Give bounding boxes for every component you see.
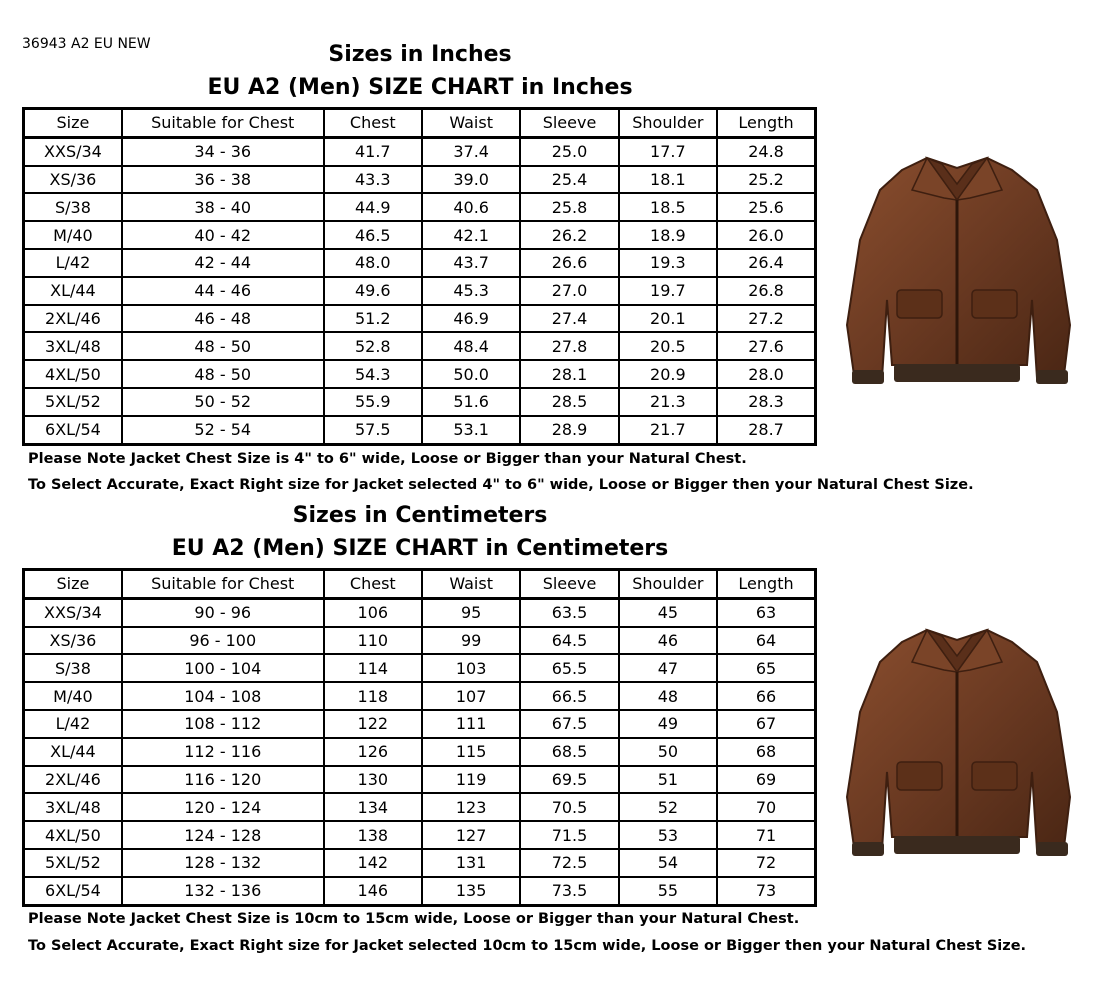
header-waist: Waist [422, 109, 520, 138]
cell-waist: 46.9 [422, 305, 520, 333]
cell-size: XXS/34 [24, 137, 122, 165]
cell-suitable-for-chest: 120 - 124 [122, 793, 324, 821]
cell-chest: 142 [324, 849, 422, 877]
cell-sleeve: 28.9 [520, 416, 618, 444]
cell-length: 63 [717, 598, 815, 626]
cell-suitable-for-chest: 112 - 116 [122, 738, 324, 766]
cell-suitable-for-chest: 48 - 50 [122, 332, 324, 360]
header-chest: Chest [324, 570, 422, 599]
cell-size: 6XL/54 [24, 416, 122, 444]
cell-sleeve: 70.5 [520, 793, 618, 821]
cell-length: 69 [717, 766, 815, 794]
cell-length: 26.8 [717, 277, 815, 305]
cell-waist: 123 [422, 793, 520, 821]
cm-title: Sizes in Centimeters [292, 503, 548, 528]
cell-suitable-for-chest: 90 - 96 [122, 598, 324, 626]
cell-shoulder: 18.1 [619, 166, 717, 194]
cell-suitable-for-chest: 104 - 108 [122, 682, 324, 710]
cell-shoulder: 55 [619, 877, 717, 905]
cm-size-table [22, 568, 817, 907]
table-row [24, 388, 816, 416]
cell-length: 27.2 [717, 305, 815, 333]
cell-waist: 95 [422, 598, 520, 626]
table-row [24, 193, 816, 221]
cell-chest: 41.7 [324, 137, 422, 165]
table-header-row [24, 570, 816, 599]
cell-length: 26.0 [717, 221, 815, 249]
cell-sleeve: 68.5 [520, 738, 618, 766]
cell-length: 67 [717, 710, 815, 738]
table-row [24, 821, 816, 849]
cell-waist: 99 [422, 627, 520, 655]
cell-waist: 51.6 [422, 388, 520, 416]
table-row [24, 682, 816, 710]
cell-chest: 122 [324, 710, 422, 738]
cell-shoulder: 54 [619, 849, 717, 877]
cell-waist: 37.4 [422, 137, 520, 165]
cell-size: XL/44 [24, 277, 122, 305]
cell-suitable-for-chest: 50 - 52 [122, 388, 324, 416]
cell-waist: 119 [422, 766, 520, 794]
inches-size-table [22, 107, 817, 446]
cell-shoulder: 51 [619, 766, 717, 794]
cell-chest: 54.3 [324, 360, 422, 388]
table-row [24, 627, 816, 655]
cell-length: 66 [717, 682, 815, 710]
cell-sleeve: 28.1 [520, 360, 618, 388]
cell-chest: 52.8 [324, 332, 422, 360]
cell-chest: 51.2 [324, 305, 422, 333]
cell-shoulder: 52 [619, 793, 717, 821]
cell-shoulder: 48 [619, 682, 717, 710]
cell-suitable-for-chest: 42 - 44 [122, 249, 324, 277]
cell-sleeve: 69.5 [520, 766, 618, 794]
cell-suitable-for-chest: 46 - 48 [122, 305, 324, 333]
cell-suitable-for-chest: 124 - 128 [122, 821, 324, 849]
cell-length: 25.6 [717, 193, 815, 221]
cell-suitable-for-chest: 44 - 46 [122, 277, 324, 305]
header-size: Size [24, 570, 122, 599]
cell-waist: 111 [422, 710, 520, 738]
cell-sleeve: 25.0 [520, 137, 618, 165]
header-suitable-for-chest: Suitable for Chest [122, 570, 324, 599]
cell-waist: 48.4 [422, 332, 520, 360]
cell-waist: 107 [422, 682, 520, 710]
cell-chest: 43.3 [324, 166, 422, 194]
cell-shoulder: 53 [619, 821, 717, 849]
cell-length: 28.3 [717, 388, 815, 416]
inches-note-2: To Select Accurate, Exact Right size for Jacket selected 4" to 6" wide, Loose or Bigger then your Natural Chest Size. [28, 477, 974, 493]
cell-suitable-for-chest: 100 - 104 [122, 654, 324, 682]
cell-chest: 110 [324, 627, 422, 655]
cell-shoulder: 46 [619, 627, 717, 655]
cell-suitable-for-chest: 52 - 54 [122, 416, 324, 444]
cell-suitable-for-chest: 132 - 136 [122, 877, 324, 905]
product-code: 36943 A2 EU NEW [22, 36, 151, 52]
cell-chest: 114 [324, 654, 422, 682]
table-row [24, 793, 816, 821]
cell-length: 27.6 [717, 332, 815, 360]
cell-sleeve: 66.5 [520, 682, 618, 710]
cell-size: S/38 [24, 193, 122, 221]
table-row [24, 849, 816, 877]
header-chest: Chest [324, 109, 422, 138]
cell-shoulder: 20.9 [619, 360, 717, 388]
header-waist: Waist [422, 570, 520, 599]
cell-sleeve: 71.5 [520, 821, 618, 849]
cell-waist: 115 [422, 738, 520, 766]
cell-shoulder: 49 [619, 710, 717, 738]
cell-chest: 48.0 [324, 249, 422, 277]
table-row [24, 598, 816, 626]
cell-size: 3XL/48 [24, 793, 122, 821]
cell-length: 28.0 [717, 360, 815, 388]
table-row [24, 137, 816, 165]
header-length: Length [717, 109, 815, 138]
cell-sleeve: 26.2 [520, 221, 618, 249]
header-suitable-for-chest: Suitable for Chest [122, 109, 324, 138]
cell-size: M/40 [24, 221, 122, 249]
cell-size: XS/36 [24, 627, 122, 655]
cell-suitable-for-chest: 36 - 38 [122, 166, 324, 194]
table-row [24, 221, 816, 249]
cell-waist: 39.0 [422, 166, 520, 194]
cell-length: 24.8 [717, 137, 815, 165]
table-row [24, 877, 816, 905]
cell-sleeve: 65.5 [520, 654, 618, 682]
cell-sleeve: 28.5 [520, 388, 618, 416]
cell-size: 2XL/46 [24, 305, 122, 333]
cell-size: 5XL/52 [24, 849, 122, 877]
cell-sleeve: 26.6 [520, 249, 618, 277]
cell-chest: 44.9 [324, 193, 422, 221]
table-row [24, 738, 816, 766]
cell-chest: 126 [324, 738, 422, 766]
cell-size: S/38 [24, 654, 122, 682]
cell-shoulder: 21.7 [619, 416, 717, 444]
cell-waist: 45.3 [422, 277, 520, 305]
cell-chest: 134 [324, 793, 422, 821]
cell-shoulder: 47 [619, 654, 717, 682]
cell-shoulder: 21.3 [619, 388, 717, 416]
table-row [24, 360, 816, 388]
table-row [24, 766, 816, 794]
cell-waist: 43.7 [422, 249, 520, 277]
cell-sleeve: 63.5 [520, 598, 618, 626]
table-row [24, 710, 816, 738]
cell-shoulder: 18.5 [619, 193, 717, 221]
cell-sleeve: 27.8 [520, 332, 618, 360]
cell-length: 26.4 [717, 249, 815, 277]
cell-sleeve: 64.5 [520, 627, 618, 655]
table-row [24, 332, 816, 360]
header-sleeve: Sleeve [520, 570, 618, 599]
cell-waist: 50.0 [422, 360, 520, 388]
cell-chest: 130 [324, 766, 422, 794]
cell-length: 72 [717, 849, 815, 877]
header-sleeve: Sleeve [520, 109, 618, 138]
cell-sleeve: 25.4 [520, 166, 618, 194]
cell-size: 4XL/50 [24, 821, 122, 849]
cell-length: 70 [717, 793, 815, 821]
cell-size: M/40 [24, 682, 122, 710]
cm-note-1: Please Note Jacket Chest Size is 10cm to 15cm wide, Loose or Bigger than your Natural Chest. [28, 911, 800, 927]
cell-suitable-for-chest: 38 - 40 [122, 193, 324, 221]
cell-sleeve: 67.5 [520, 710, 618, 738]
table-row [24, 305, 816, 333]
cell-shoulder: 45 [619, 598, 717, 626]
cell-waist: 42.1 [422, 221, 520, 249]
cell-sleeve: 25.8 [520, 193, 618, 221]
cell-suitable-for-chest: 128 - 132 [122, 849, 324, 877]
cell-shoulder: 20.1 [619, 305, 717, 333]
cell-size: L/42 [24, 710, 122, 738]
cell-size: 2XL/46 [24, 766, 122, 794]
inches-chart-title: EU A2 (Men) SIZE CHART in Inches [207, 75, 633, 100]
cell-size: XS/36 [24, 166, 122, 194]
cell-suitable-for-chest: 108 - 112 [122, 710, 324, 738]
cell-chest: 138 [324, 821, 422, 849]
cell-length: 28.7 [717, 416, 815, 444]
table-row [24, 166, 816, 194]
cell-chest: 146 [324, 877, 422, 905]
cell-length: 71 [717, 821, 815, 849]
cell-waist: 40.6 [422, 193, 520, 221]
cell-chest: 46.5 [324, 221, 422, 249]
cell-suitable-for-chest: 40 - 42 [122, 221, 324, 249]
cell-length: 65 [717, 654, 815, 682]
inches-note-1: Please Note Jacket Chest Size is 4" to 6" wide, Loose or Bigger than your Natural Chest. [28, 451, 747, 467]
cell-shoulder: 20.5 [619, 332, 717, 360]
cell-suitable-for-chest: 96 - 100 [122, 627, 324, 655]
cell-chest: 106 [324, 598, 422, 626]
cell-waist: 53.1 [422, 416, 520, 444]
cell-suitable-for-chest: 116 - 120 [122, 766, 324, 794]
cell-waist: 103 [422, 654, 520, 682]
cm-chart-title: EU A2 (Men) SIZE CHART in Centimeters [171, 536, 669, 561]
cell-length: 64 [717, 627, 815, 655]
header-length: Length [717, 570, 815, 599]
cell-length: 73 [717, 877, 815, 905]
header-shoulder: Shoulder [619, 109, 717, 138]
cell-suitable-for-chest: 34 - 36 [122, 137, 324, 165]
header-shoulder: Shoulder [619, 570, 717, 599]
cell-shoulder: 50 [619, 738, 717, 766]
cell-size: 4XL/50 [24, 360, 122, 388]
table-header-row [24, 109, 816, 138]
cell-size: 3XL/48 [24, 332, 122, 360]
cell-suitable-for-chest: 48 - 50 [122, 360, 324, 388]
cell-sleeve: 27.4 [520, 305, 618, 333]
cm-note-2: To Select Accurate, Exact Right size for Jacket selected 10cm to 15cm wide, Loose or Bigger then your Natural Chest Size. [28, 938, 1027, 954]
leather-a2-jacket-icon [832, 622, 1082, 862]
table-row [24, 277, 816, 305]
cell-shoulder: 17.7 [619, 137, 717, 165]
cell-size: XL/44 [24, 738, 122, 766]
cell-waist: 131 [422, 849, 520, 877]
cell-chest: 55.9 [324, 388, 422, 416]
table-row [24, 654, 816, 682]
cell-chest: 57.5 [324, 416, 422, 444]
cell-chest: 118 [324, 682, 422, 710]
header-size: Size [24, 109, 122, 138]
cell-chest: 49.6 [324, 277, 422, 305]
cell-size: 5XL/52 [24, 388, 122, 416]
table-row [24, 416, 816, 444]
leather-a2-jacket-icon [832, 150, 1082, 390]
cell-shoulder: 19.3 [619, 249, 717, 277]
cell-length: 25.2 [717, 166, 815, 194]
cell-sleeve: 73.5 [520, 877, 618, 905]
cell-size: XXS/34 [24, 598, 122, 626]
cell-waist: 127 [422, 821, 520, 849]
cell-size: L/42 [24, 249, 122, 277]
cell-length: 68 [717, 738, 815, 766]
cell-size: 6XL/54 [24, 877, 122, 905]
cell-sleeve: 72.5 [520, 849, 618, 877]
inches-title: Sizes in Inches [328, 42, 512, 67]
cell-sleeve: 27.0 [520, 277, 618, 305]
table-row [24, 249, 816, 277]
cell-shoulder: 18.9 [619, 221, 717, 249]
cell-shoulder: 19.7 [619, 277, 717, 305]
cell-waist: 135 [422, 877, 520, 905]
